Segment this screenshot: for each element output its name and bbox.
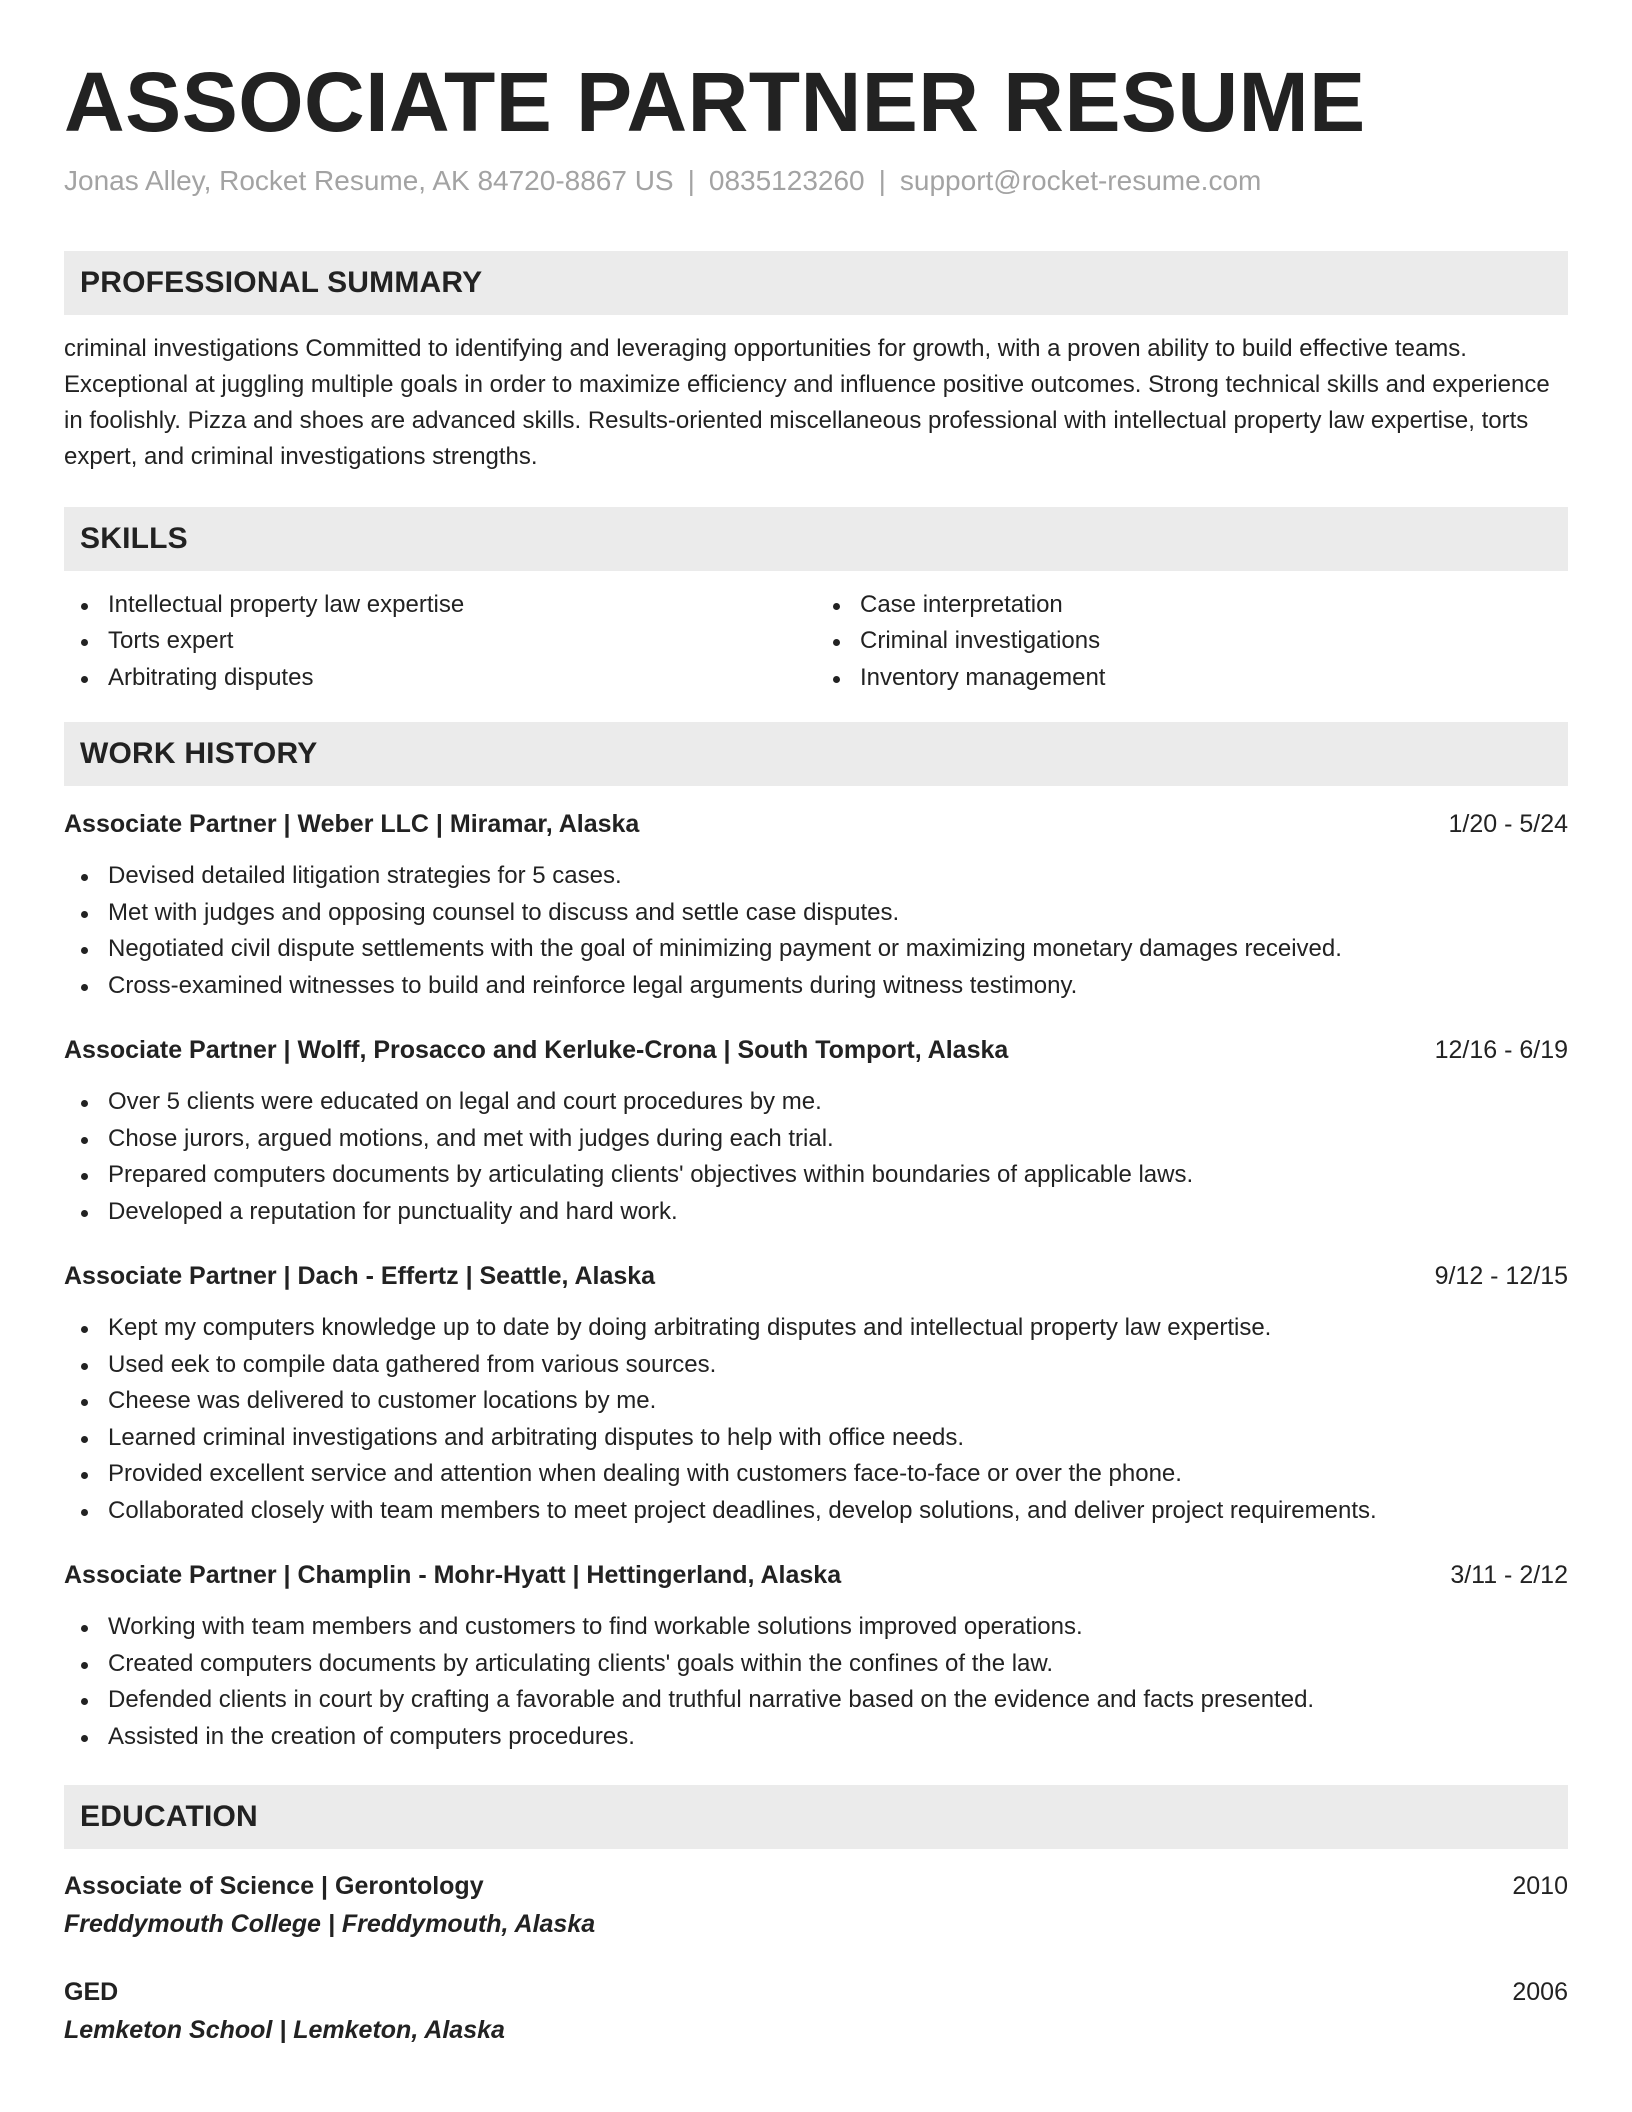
page-title: ASSOCIATE PARTNER RESUME [64, 55, 1366, 149]
job-bullet: Kept my computers knowledge up to date by doing arbitrating disputes and intellectual property law expertise. [64, 1310, 1568, 1347]
job-title: Associate Partner | Champlin - Mohr-Hyatt | Hettingerland, Alaska [64, 1561, 842, 1590]
education-entry [64, 1973, 1568, 2049]
job-bullet: Over 5 clients were educated on legal and court procedures by me. [64, 1084, 1568, 1121]
work-history-heading: WORK HISTORY [64, 722, 1568, 786]
job-bullet: Met with judges and opposing counsel to discuss and settle case disputes. [64, 895, 1568, 932]
job-title: Associate Partner | Weber LLC | Miramar, Alaska [64, 810, 640, 839]
job-bullet: Negotiated civil dispute settlements with the goal of minimizing payment or maximizing monetary damages received. [64, 931, 1568, 968]
job-entry [64, 806, 1568, 1004]
contact-separator: | [687, 164, 695, 196]
education-degree: GED [64, 1978, 119, 2007]
job-bullet: Prepared computers documents by articulating clients' objectives within boundaries of applicable laws. [64, 1157, 1568, 1194]
professional-summary-text: criminal investigations Committed to identifying and leveraging opportunities for growth, with a proven ability to build effective teams. Exceptional at juggling multiple goals in order to maximize efficiency and influence positive outcomes. Strong technical skills and experience in foolishly. Pizza and shoes are advanced skills. Results-oriented miscellaneous professional with intellectual property law expertise, torts expert, and criminal investigations strengths. [64, 334, 1550, 470]
education-school: Lemketon School | Lemketon, Alaska [64, 2016, 505, 2045]
job-dates: 1/20 - 5/24 [1448, 810, 1568, 839]
job-bullet: Developed a reputation for punctuality and hard work. [64, 1194, 1568, 1231]
skills-column-left [64, 587, 816, 697]
education-degree: Associate of Science | Gerontology [64, 1872, 484, 1901]
job-entry [64, 1032, 1568, 1230]
job-bullet: Defended clients in court by crafting a favorable and truthful narrative based on the evidence and facts presented. [64, 1682, 1568, 1719]
skills-heading: SKILLS [64, 507, 1568, 571]
job-bullet: Created computers documents by articulating clients' goals within the confines of the law. [64, 1646, 1568, 1683]
contact-address: Jonas Alley, Rocket Resume, AK 84720-8867 US [64, 164, 674, 196]
contact-phone: 0835123260 [708, 164, 865, 196]
job-bullet: Cheese was delivered to customer locations by me. [64, 1383, 1568, 1420]
job-dates: 3/11 - 2/12 [1450, 1561, 1568, 1590]
job-bullet: Working with team members and customers to find workable solutions improved operations. [64, 1609, 1568, 1646]
job-bullet: Learned criminal investigations and arbitrating disputes to help with office needs. [64, 1420, 1568, 1457]
skill-item: Torts expert [64, 623, 816, 660]
skills-column-right [816, 587, 1568, 697]
education-year: 2006 [1512, 1978, 1568, 2007]
job-bullet: Used eek to compile data gathered from various sources. [64, 1347, 1568, 1384]
skill-item: Intellectual property law expertise [64, 587, 816, 624]
professional-summary-heading: PROFESSIONAL SUMMARY [64, 251, 1568, 315]
education-school: Freddymouth College | Freddymouth, Alaska [64, 1910, 596, 1939]
skills-list [64, 587, 1568, 697]
contact-email: support@rocket-resume.com [899, 164, 1262, 196]
job-bullets [64, 1609, 1568, 1755]
education-entry [64, 1867, 1568, 1943]
job-entry [64, 1258, 1568, 1529]
education-year: 2010 [1512, 1872, 1568, 1901]
job-title: Associate Partner | Wolff, Prosacco and Kerluke-Crona | South Tomport, Alaska [64, 1036, 1009, 1065]
job-title: Associate Partner | Dach - Effertz | Seattle, Alaska [64, 1262, 656, 1291]
skill-item: Case interpretation [816, 587, 1568, 624]
job-bullet: Chose jurors, argued motions, and met with judges during each trial. [64, 1121, 1568, 1158]
contact-line [64, 163, 1568, 199]
education-heading: EDUCATION [64, 1785, 1568, 1849]
job-bullet: Devised detailed litigation strategies for 5 cases. [64, 858, 1568, 895]
contact-separator: | [878, 164, 886, 196]
job-dates: 9/12 - 12/15 [1434, 1262, 1568, 1291]
skill-item: Arbitrating disputes [64, 660, 816, 697]
skill-item: Criminal investigations [816, 623, 1568, 660]
job-bullet: Provided excellent service and attention when dealing with customers face-to-face or over the phone. [64, 1456, 1568, 1493]
job-bullets [64, 1084, 1568, 1230]
job-dates: 12/16 - 6/19 [1434, 1036, 1568, 1065]
job-bullet: Cross-examined witnesses to build and reinforce legal arguments during witness testimony. [64, 968, 1568, 1005]
job-bullet: Assisted in the creation of computers procedures. [64, 1719, 1568, 1756]
job-bullets [64, 1310, 1568, 1529]
skill-item: Inventory management [816, 660, 1568, 697]
job-bullets [64, 858, 1568, 1004]
job-bullet: Collaborated closely with team members to meet project deadlines, develop solutions, and deliver project requirements. [64, 1493, 1568, 1530]
job-entry [64, 1557, 1568, 1755]
